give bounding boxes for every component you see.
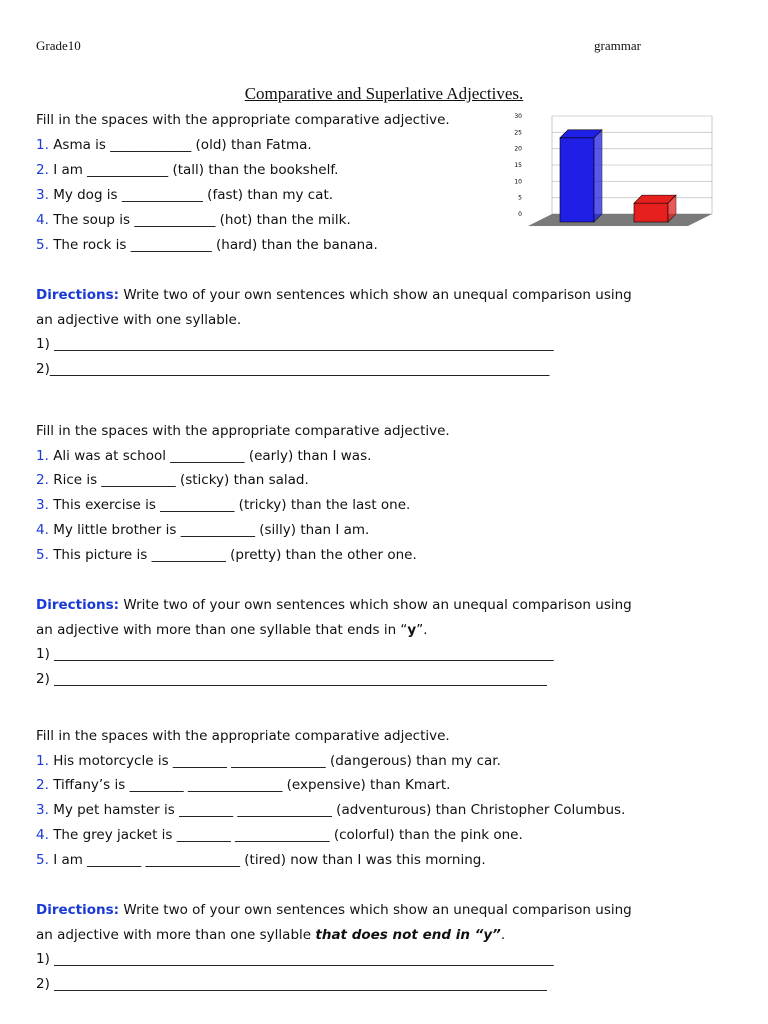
item-number: 2 bbox=[36, 472, 45, 488]
section2-item: 1. Ali was at school ___________ (early) than I was. bbox=[36, 448, 372, 464]
item-text: The grey jacket is ________ ______________ (colorful) than the pink one. bbox=[53, 827, 523, 843]
section3-item: 5. I am ________ ______________ (tired) now than I was this morning. bbox=[36, 852, 486, 868]
section3-item: 1. His motorcycle is ________ ______________ (dangerous) than my car. bbox=[36, 753, 501, 769]
directions-emphasis: y bbox=[407, 622, 417, 638]
worksheet-title: Comparative and Superlative Adjectives. bbox=[244, 84, 524, 103]
directions-label: Directions: bbox=[36, 287, 120, 303]
bar bbox=[634, 195, 676, 222]
answer-line-2[interactable]: 2) _________________________________________________________________________ bbox=[36, 671, 547, 687]
section1-item: 1. Asma is ____________ (old) than Fatma. bbox=[36, 137, 312, 153]
item-text: Ali was at school ___________ (early) than I was. bbox=[53, 448, 372, 464]
item-text: Tiffany’s is ________ ______________ (expensive) than Kmart. bbox=[53, 777, 451, 793]
y-tick-label: 30 bbox=[514, 113, 522, 120]
bar-front bbox=[560, 138, 594, 222]
item-number: 3 bbox=[36, 187, 45, 203]
item-text: His motorcycle is ________ ______________ (dangerous) than my car. bbox=[53, 753, 501, 769]
section3-directions-cont bbox=[36, 926, 505, 944]
item-text: Rice is ___________ (sticky) than salad. bbox=[53, 472, 309, 488]
item-text: I am ________ ______________ (tired) now than I was this morning. bbox=[53, 852, 486, 868]
subject-label: grammar bbox=[594, 38, 641, 53]
directions-text: Write two of your own sentences which show an unequal comparison using bbox=[123, 902, 632, 918]
answer-line-1[interactable]: 1) __________________________________________________________________________ bbox=[36, 336, 554, 352]
item-text: This picture is ___________ (pretty) than the other one. bbox=[53, 547, 417, 563]
item-text: I am ____________ (tall) than the bookshelf. bbox=[53, 162, 339, 178]
item-number: 4 bbox=[36, 827, 45, 843]
section1-directions-cont: an adjective with one syllable. bbox=[36, 312, 242, 328]
directions-text: Write two of your own sentences which show an unequal comparison using bbox=[123, 287, 632, 303]
item-text: My dog is ____________ (fast) than my cat. bbox=[53, 187, 334, 203]
item-number: 3 bbox=[36, 802, 45, 818]
item-number: 2 bbox=[36, 162, 45, 178]
item-number: 5 bbox=[36, 547, 45, 563]
y-tick-label: 10 bbox=[514, 178, 522, 186]
answer-line-1[interactable]: 1) __________________________________________________________________________ bbox=[36, 951, 554, 967]
section2-directions bbox=[36, 596, 632, 614]
section1-item: 5. The rock is ____________ (hard) than the banana. bbox=[36, 237, 378, 253]
section3-instruction: Fill in the spaces with the appropriate comparative adjective. bbox=[36, 728, 450, 744]
answer-line-2[interactable]: 2) _________________________________________________________________________ bbox=[36, 976, 547, 992]
section3-item: 4. The grey jacket is ________ ______________ (colorful) than the pink one. bbox=[36, 827, 523, 843]
section2-item: 3. This exercise is ___________ (tricky) than the last one. bbox=[36, 497, 411, 513]
item-text: The soup is ____________ (hot) than the milk. bbox=[53, 212, 351, 228]
item-number: 5 bbox=[36, 237, 45, 253]
item-number: 2 bbox=[36, 777, 45, 793]
directions-emphasis: that does not end in “y” bbox=[315, 927, 501, 943]
y-tick-label: 0 bbox=[518, 211, 522, 218]
section2-instruction: Fill in the spaces with the appropriate comparative adjective. bbox=[36, 423, 450, 439]
chart-floor bbox=[528, 214, 712, 226]
y-tick-label: 20 bbox=[514, 145, 522, 153]
directions-text: ”. bbox=[416, 622, 428, 638]
directions-text: . bbox=[500, 927, 506, 943]
y-tick-label: 25 bbox=[514, 129, 522, 137]
section2-item: 2. Rice is ___________ (sticky) than salad. bbox=[36, 472, 309, 488]
section1-directions bbox=[36, 286, 632, 304]
item-number: 1 bbox=[36, 137, 45, 153]
item-number: 3 bbox=[36, 497, 45, 513]
item-number: 4 bbox=[36, 212, 45, 228]
directions-label: Directions: bbox=[36, 597, 120, 613]
item-text: My little brother is ___________ (silly) than I am. bbox=[53, 522, 370, 538]
bar-front bbox=[634, 203, 668, 222]
section3-directions bbox=[36, 901, 632, 919]
section3-item: 2. Tiffany’s is ________ ______________ (expensive) than Kmart. bbox=[36, 777, 451, 793]
grade-label: Grade10 bbox=[36, 38, 81, 53]
y-tick-label: 5 bbox=[518, 194, 522, 202]
directions-text: Write two of your own sentences which show an unequal comparison using bbox=[123, 597, 632, 613]
section2-item: 5. This picture is ___________ (pretty) than the other one. bbox=[36, 547, 417, 563]
bar-chart bbox=[504, 113, 719, 233]
directions-text: an adjective with more than one syllable that ends in “ bbox=[36, 622, 408, 638]
answer-line-1[interactable]: 1) __________________________________________________________________________ bbox=[36, 646, 554, 662]
directions-text: an adjective with more than one syllable bbox=[36, 927, 316, 943]
section2-directions-cont bbox=[36, 621, 428, 639]
item-number: 1 bbox=[36, 753, 45, 769]
section3-item: 3. My pet hamster is ________ ______________ (adventurous) than Christopher Columbus. bbox=[36, 802, 626, 818]
item-text: This exercise is ___________ (tricky) than the last one. bbox=[53, 497, 411, 513]
item-number: 4 bbox=[36, 522, 45, 538]
bar bbox=[560, 130, 602, 222]
section1-instruction: Fill in the spaces with the appropriate comparative adjective. bbox=[36, 112, 450, 128]
chart-bars bbox=[560, 130, 676, 222]
item-text: My pet hamster is ________ ______________ (adventurous) than Christopher Columbus. bbox=[53, 802, 626, 818]
y-tick-label: 15 bbox=[514, 162, 522, 169]
item-text: The rock is ____________ (hard) than the banana. bbox=[53, 237, 378, 253]
section1-item: 4. The soup is ____________ (hot) than the milk. bbox=[36, 212, 351, 228]
item-number: 5 bbox=[36, 852, 45, 868]
section1-item: 3. My dog is ____________ (fast) than my cat. bbox=[36, 187, 334, 203]
answer-line-2[interactable]: 2)__________________________________________________________________________ bbox=[36, 361, 550, 377]
chart-ticks bbox=[514, 113, 522, 218]
section2-item: 4. My little brother is ___________ (silly) than I am. bbox=[36, 522, 370, 538]
section1-item: 2. I am ____________ (tall) than the bookshelf. bbox=[36, 162, 339, 178]
directions-label: Directions: bbox=[36, 902, 120, 918]
item-text: Asma is ____________ (old) than Fatma. bbox=[53, 137, 312, 153]
bar-side bbox=[594, 130, 602, 222]
item-number: 1 bbox=[36, 448, 45, 464]
